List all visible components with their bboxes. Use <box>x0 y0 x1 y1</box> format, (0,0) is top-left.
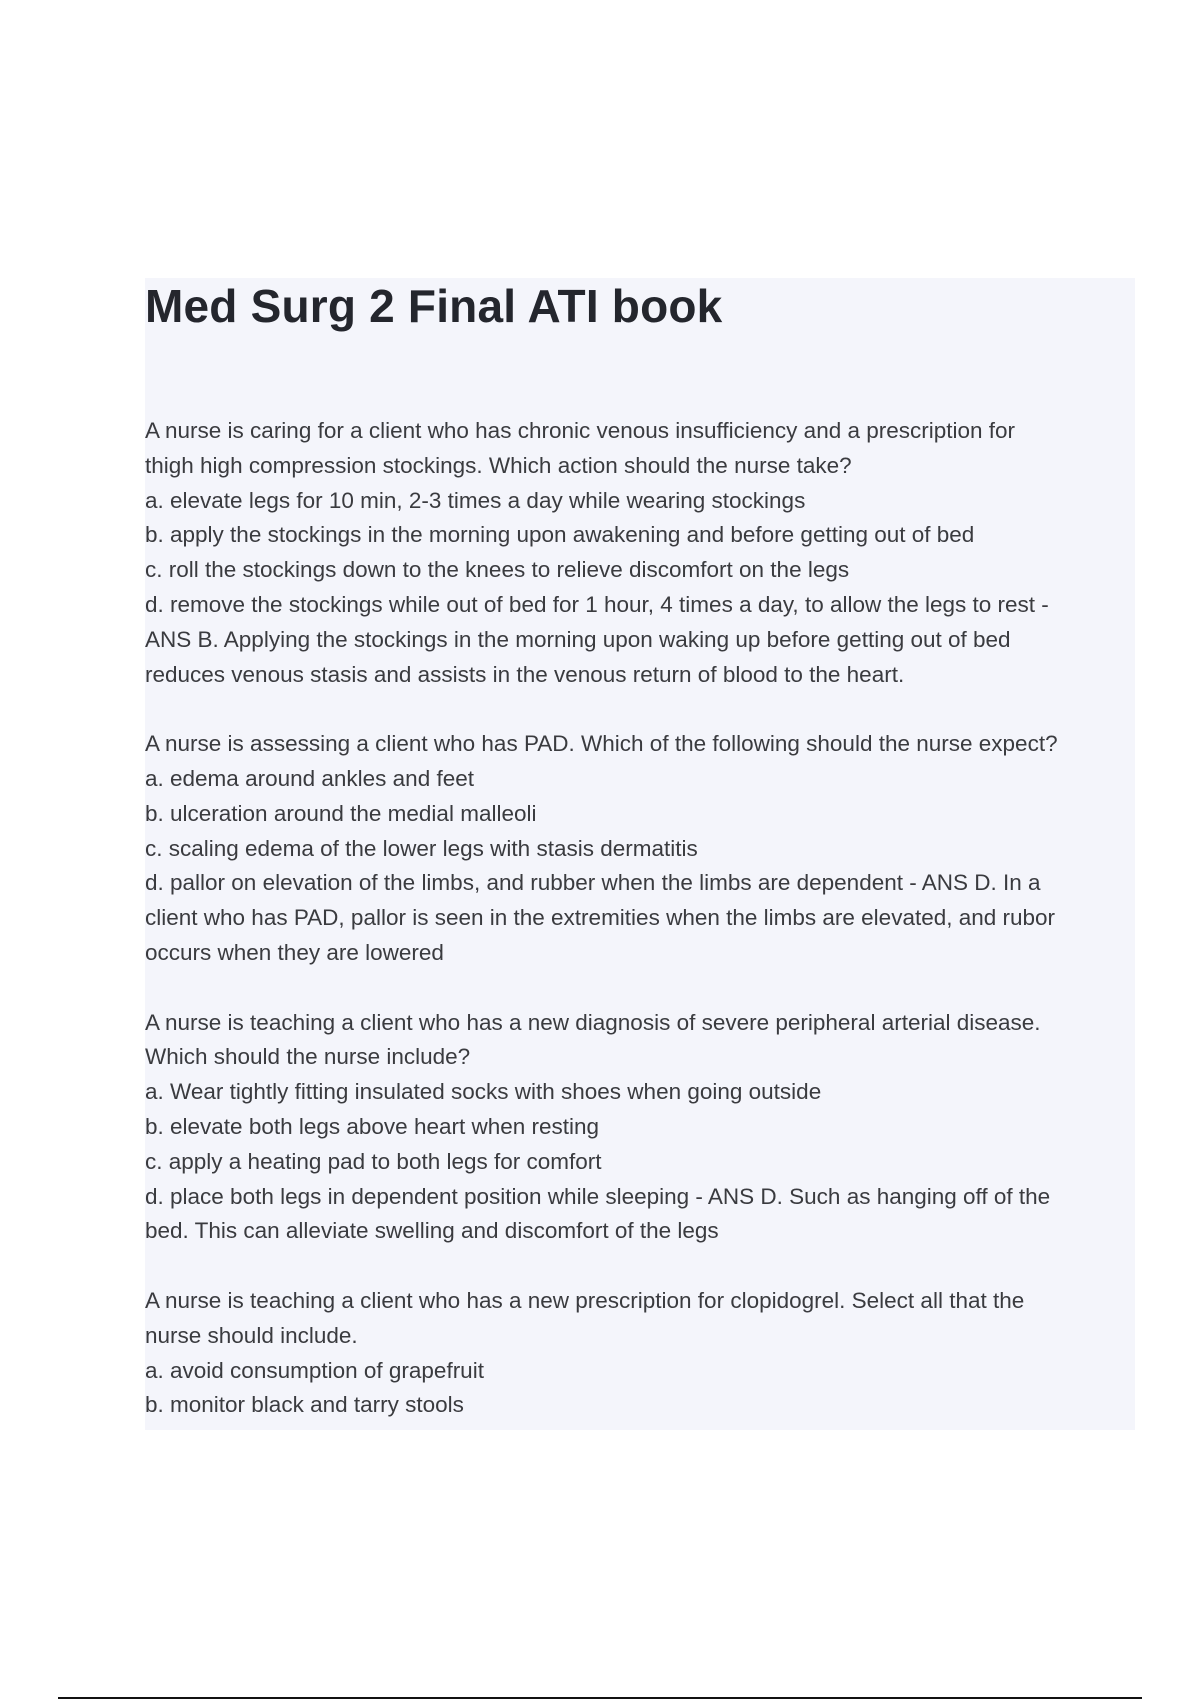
question-block-2 <box>145 727 1135 971</box>
answer-option-line: a. Wear tightly fitting insulated socks with shoes when going outside <box>145 1079 822 1105</box>
question-block-3 <box>145 1006 1135 1250</box>
answer-option-line: c. roll the stockings down to the knees to relieve discomfort on the legs <box>145 557 850 583</box>
question-line: thigh high compression stockings. Which action should the nurse take? <box>145 452 852 478</box>
answer-option-line: a. elevate legs for 10 min, 2-3 times a day while wearing stockings <box>145 487 806 513</box>
answer-option-line: a. edema around ankles and feet <box>145 765 474 791</box>
answer-option-line: b. elevate both legs above heart when resting <box>145 1113 600 1139</box>
answer-option-line: d. remove the stockings while out of bed for 1 hour, 4 times a day, to allow the legs to rest - <box>145 591 1049 617</box>
question-block-1 <box>145 414 1135 692</box>
answer-option-line: a. avoid consumption of grapefruit <box>145 1357 484 1383</box>
answer-explanation-line: occurs when they are lowered <box>145 939 444 965</box>
page-bottom-divider <box>58 1697 1142 1699</box>
question-line: nurse should include. <box>145 1322 358 1348</box>
question-line: Which should the nurse include? <box>145 1044 471 1070</box>
question-line: A nurse is teaching a client who has a new diagnosis of severe peripheral arterial disease. <box>145 1009 1041 1035</box>
answer-explanation-line: reduces venous stasis and assists in the venous return of blood to the heart. <box>145 661 905 687</box>
question-line: A nurse is teaching a client who has a new prescription for clopidogrel. Select all that the <box>145 1287 1025 1313</box>
answer-option-line: b. apply the stockings in the morning upon awakening and before getting out of bed <box>145 522 975 548</box>
answer-option-line: c. scaling edema of the lower legs with stasis dermatitis <box>145 835 698 861</box>
document-title: Med Surg 2 Final ATI book <box>145 280 723 332</box>
answer-option-line: d. place both legs in dependent position while sleeping - ANS D. Such as hanging off of the <box>145 1183 1051 1209</box>
question-block-4 <box>145 1284 1135 1423</box>
answer-option-line: d. pallor on elevation of the limbs, and rubber when the limbs are dependent - ANS D. In a <box>145 870 1041 896</box>
answer-option-line: b. ulceration around the medial malleoli <box>145 800 537 826</box>
answer-explanation-line: bed. This can alleviate swelling and discomfort of the legs <box>145 1218 719 1244</box>
answer-explanation-line: ANS B. Applying the stockings in the morning upon waking up before getting out of bed <box>145 626 1011 652</box>
question-line: A nurse is assessing a client who has PAD. Which of the following should the nurse expect? <box>145 731 1058 757</box>
answer-explanation-line: client who has PAD, pallor is seen in the extremities when the limbs are elevated, and rubor <box>145 905 1056 931</box>
answer-option-line: b. monitor black and tarry stools <box>145 1392 464 1418</box>
answer-option-line: c. apply a heating pad to both legs for comfort <box>145 1148 602 1174</box>
question-list <box>145 414 1135 1458</box>
question-line: A nurse is caring for a client who has chronic venous insufficiency and a prescription for <box>145 418 1016 443</box>
